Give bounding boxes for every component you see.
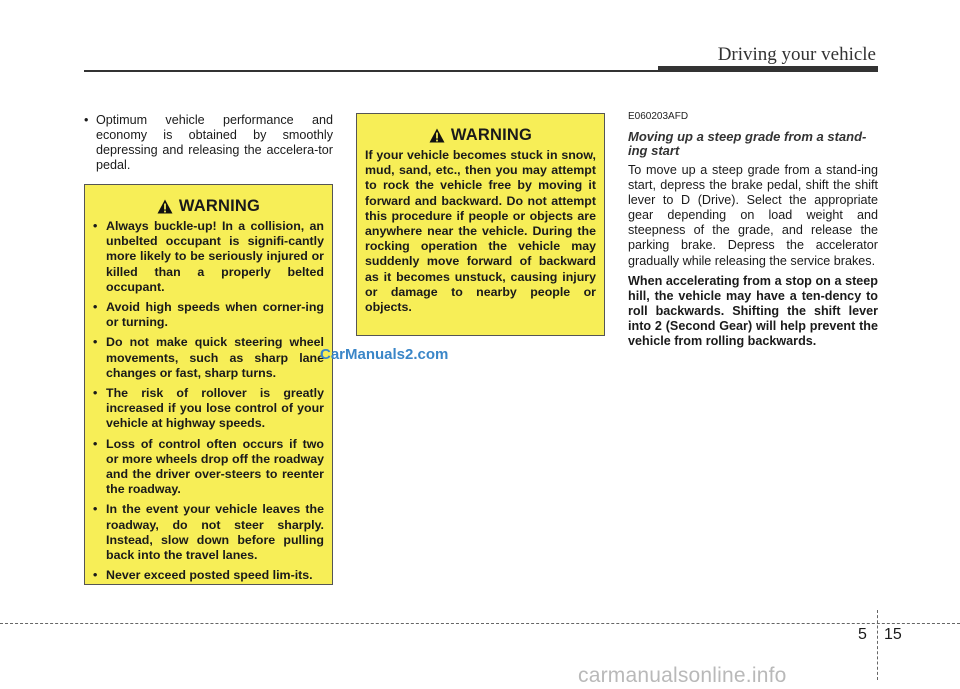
warning-item: • In the event your vehicle leaves the roadway, do not steer sharply. Instead, slow down before pulling back into the travel lanes. [93, 502, 324, 563]
warning-box-stuck [356, 113, 605, 336]
warning-item: • Always buckle-up! In a collision, an unbelted occupant is signifi-cantly more likely to be seriously injured or killed than a properly belted occupant. [93, 219, 324, 294]
warning-header [93, 195, 324, 217]
warning-title: WARNING [178, 196, 261, 215]
header-rule-accent [658, 66, 878, 72]
body-paragraph: To move up a steep grade from a stand-ing start, depress the brake pedal, shift the shift lever to D (Drive). Select the appropriate gear depending on load weight and steepness of the grade, and release the parking brake. Depress the accelerator gradually while releasing the service brakes. [628, 163, 878, 268]
warning-triangle-icon [429, 128, 445, 143]
left-column [84, 113, 333, 173]
warning-body: If your vehicle becomes stuck in snow, mud, sand, etc., then you may attempt to rock the vehicle free by moving it forward and backward. Do not attempt this procedure if people or objects are anywhere near the vehicle. During the rocking operation the vehicle may suddenly move forward of backward as it becomes unstuck, causing injury or damage to nearby people or objects. [365, 148, 596, 315]
watermark-logo: CarManuals2.com [320, 346, 449, 363]
warning-triangle-icon [157, 199, 173, 214]
page-header-title: Driving your vehicle [717, 44, 876, 65]
footer-divider [877, 610, 878, 680]
warning-item: • Never exceed posted speed lim-its. [93, 568, 313, 583]
warning-item: • The risk of rollover is greatly increased if you lose control of your vehicle at highway speeds. [93, 386, 324, 431]
intro-bullet-text: Optimum vehicle performance and economy is obtained by smoothly depressing and releasing the accelera-tor pedal. [96, 113, 333, 172]
warning-item: • Avoid high speeds when corner-ing or turning. [93, 300, 324, 330]
warning-item: • Loss of control often occurs if two or more wheels drop off the roadway and the driver over-steers to reenter the roadway. [93, 436, 324, 497]
section-code: E060203AFD [628, 111, 689, 122]
footer-rule [0, 623, 960, 624]
warning-box-driving [84, 184, 333, 585]
page-number: 15 [884, 626, 902, 643]
right-column [628, 111, 878, 354]
footer-watermark: carmanualsonline.info [578, 664, 787, 687]
section-subheading: Moving up a steep grade from a stand-ing start [628, 129, 867, 158]
body-paragraph-bold: When accelerating from a stop on a steep hill, the vehicle may have a ten-dency to roll backwards. Shifting the shift lever into 2 (Second Gear) will help prevent the vehicle from rolling backwards. [628, 273, 878, 349]
section-number: 5 [858, 626, 867, 643]
warning-list [93, 219, 324, 583]
warning-item: • Do not make quick steering wheel movements, such as sharp lane changes or fast, sharp turns. [93, 335, 324, 380]
warning-header [365, 124, 596, 146]
warning-title: WARNING [450, 125, 533, 144]
intro-bullet: • Optimum vehicle performance and economy is obtained by smoothly depressing and releasing the accelera-tor pedal. [84, 113, 333, 172]
